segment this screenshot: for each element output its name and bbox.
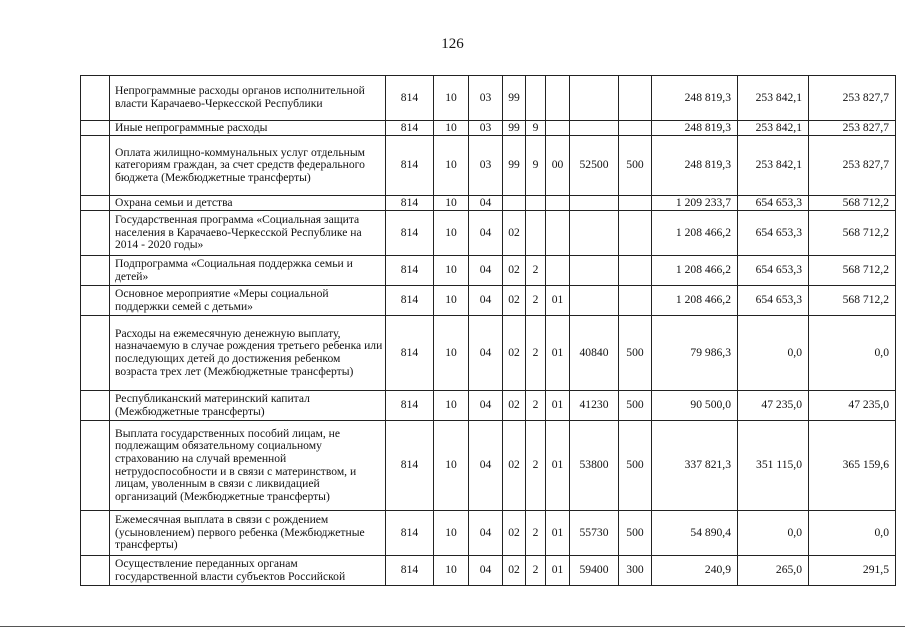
target-program-code: 02 xyxy=(503,511,526,556)
amount-year-1: 1 208 466,2 xyxy=(652,211,738,256)
table-row xyxy=(81,511,896,556)
section-code: 10 xyxy=(434,556,469,586)
table-row xyxy=(81,76,896,121)
target-direction-code xyxy=(570,76,619,121)
ministry-code: 814 xyxy=(386,136,434,196)
blank-margin-cell xyxy=(81,511,110,556)
budget-table xyxy=(80,75,896,586)
subsection-code: 04 xyxy=(469,511,503,556)
amount-year-2: 253 842,1 xyxy=(738,136,809,196)
target-direction-code: 52500 xyxy=(570,136,619,196)
amount-year-1: 1 208 466,2 xyxy=(652,286,738,316)
amount-year-2: 253 842,1 xyxy=(738,121,809,136)
ministry-code: 814 xyxy=(386,121,434,136)
ministry-code: 814 xyxy=(386,556,434,586)
target-subprogram-code: 2 xyxy=(526,391,546,421)
target-program-code xyxy=(503,196,526,211)
amount-year-2: 654 653,3 xyxy=(738,286,809,316)
section-code: 10 xyxy=(434,511,469,556)
amount-year-3: 568 712,2 xyxy=(809,286,896,316)
blank-margin-cell xyxy=(81,391,110,421)
amount-year-2: 654 653,3 xyxy=(738,211,809,256)
target-program-code: 02 xyxy=(503,286,526,316)
target-subprogram-code: 2 xyxy=(526,286,546,316)
subsection-code: 04 xyxy=(469,256,503,286)
target-subprogram-code: 2 xyxy=(526,421,546,511)
target-direction-code xyxy=(570,256,619,286)
ministry-code: 814 xyxy=(386,256,434,286)
row-name: Государственная программа «Социальная защита населения в Карачаево-Черкесской Республике на 2014 - 2020 годы» xyxy=(110,211,386,256)
section-code: 10 xyxy=(434,196,469,211)
blank-margin-cell xyxy=(81,556,110,586)
target-program-code: 02 xyxy=(503,421,526,511)
amount-year-1: 1 209 233,7 xyxy=(652,196,738,211)
target-direction-code xyxy=(570,196,619,211)
amount-year-1: 240,9 xyxy=(652,556,738,586)
ministry-code: 814 xyxy=(386,511,434,556)
target-activity-code xyxy=(546,76,570,121)
ministry-code: 814 xyxy=(386,211,434,256)
target-direction-code xyxy=(570,286,619,316)
subsection-code: 03 xyxy=(469,76,503,121)
target-activity-code: 01 xyxy=(546,421,570,511)
ministry-code: 814 xyxy=(386,196,434,211)
row-name: Иные непрограммные расходы xyxy=(110,121,386,136)
expense-type-code xyxy=(619,211,652,256)
target-activity-code xyxy=(546,121,570,136)
blank-margin-cell xyxy=(81,136,110,196)
section-code: 10 xyxy=(434,391,469,421)
page-bottom-rule xyxy=(0,626,905,627)
expense-type-code: 300 xyxy=(619,556,652,586)
amount-year-3: 568 712,2 xyxy=(809,256,896,286)
row-name: Охрана семьи и детства xyxy=(110,196,386,211)
target-activity-code: 01 xyxy=(546,391,570,421)
amount-year-3: 253 827,7 xyxy=(809,121,896,136)
target-program-code: 02 xyxy=(503,256,526,286)
target-activity-code xyxy=(546,211,570,256)
expense-type-code: 500 xyxy=(619,316,652,391)
row-name: Подпрограмма «Социальная поддержка семьи и детей» xyxy=(110,256,386,286)
subsection-code: 04 xyxy=(469,391,503,421)
target-direction-code: 40840 xyxy=(570,316,619,391)
table-row xyxy=(81,211,896,256)
table-row xyxy=(81,256,896,286)
table-row xyxy=(81,316,896,391)
amount-year-2: 654 653,3 xyxy=(738,196,809,211)
expense-type-code xyxy=(619,256,652,286)
section-code: 10 xyxy=(434,136,469,196)
blank-margin-cell xyxy=(81,121,110,136)
page-number: 126 xyxy=(441,36,464,52)
target-subprogram-code xyxy=(526,196,546,211)
target-program-code: 02 xyxy=(503,391,526,421)
blank-margin-cell xyxy=(81,211,110,256)
target-subprogram-code: 9 xyxy=(526,136,546,196)
row-name: Расходы на ежемесячную денежную выплату, назначаемую в случае рождения третьего ребенка или последующих детей до достижения ребенком возраста трех лет (Межбюджетные трансферты) xyxy=(110,316,386,391)
amount-year-3: 47 235,0 xyxy=(809,391,896,421)
row-name: Оплата жилищно-коммунальных услуг отдельным категориям граждан, за счет средств федерального бюджета (Межбюджетные трансферты) xyxy=(110,136,386,196)
blank-margin-cell xyxy=(81,76,110,121)
amount-year-2: 351 115,0 xyxy=(738,421,809,511)
table-row xyxy=(81,421,896,511)
target-program-code: 02 xyxy=(503,211,526,256)
target-program-code: 99 xyxy=(503,121,526,136)
budget-table-body xyxy=(81,76,896,586)
row-name: Республиканский материнский капитал (Межбюджетные трансферты) xyxy=(110,391,386,421)
target-program-code: 99 xyxy=(503,76,526,121)
section-code: 10 xyxy=(434,421,469,511)
amount-year-1: 90 500,0 xyxy=(652,391,738,421)
section-code: 10 xyxy=(434,121,469,136)
section-code: 10 xyxy=(434,316,469,391)
row-name: Ежемесячная выплата в связи с рождением (усыновлением) первого ребенка (Межбюджетные трансферты) xyxy=(110,511,386,556)
expense-type-code: 500 xyxy=(619,136,652,196)
target-subprogram-code: 2 xyxy=(526,556,546,586)
blank-margin-cell xyxy=(81,256,110,286)
target-program-code: 02 xyxy=(503,556,526,586)
target-activity-code: 01 xyxy=(546,511,570,556)
expense-type-code: 500 xyxy=(619,421,652,511)
target-direction-code: 53800 xyxy=(570,421,619,511)
blank-margin-cell xyxy=(81,421,110,511)
subsection-code: 04 xyxy=(469,211,503,256)
amount-year-1: 79 986,3 xyxy=(652,316,738,391)
row-name: Непрограммные расходы органов исполнительной власти Карачаево-Черкесской Республики xyxy=(110,76,386,121)
amount-year-2: 47 235,0 xyxy=(738,391,809,421)
target-activity-code: 01 xyxy=(546,556,570,586)
table-row xyxy=(81,136,896,196)
expense-type-code xyxy=(619,196,652,211)
amount-year-1: 248 819,3 xyxy=(652,76,738,121)
ministry-code: 814 xyxy=(386,286,434,316)
target-direction-code xyxy=(570,211,619,256)
amount-year-2: 0,0 xyxy=(738,316,809,391)
amount-year-2: 654 653,3 xyxy=(738,256,809,286)
section-code: 10 xyxy=(434,76,469,121)
target-activity-code xyxy=(546,256,570,286)
ministry-code: 814 xyxy=(386,316,434,391)
amount-year-3: 0,0 xyxy=(809,511,896,556)
subsection-code: 03 xyxy=(469,136,503,196)
target-subprogram-code xyxy=(526,76,546,121)
subsection-code: 04 xyxy=(469,421,503,511)
amount-year-2: 265,0 xyxy=(738,556,809,586)
target-program-code: 02 xyxy=(503,316,526,391)
amount-year-3: 291,5 xyxy=(809,556,896,586)
amount-year-3: 568 712,2 xyxy=(809,196,896,211)
target-subprogram-code: 9 xyxy=(526,121,546,136)
amount-year-3: 0,0 xyxy=(809,316,896,391)
target-direction-code: 59400 xyxy=(570,556,619,586)
amount-year-3: 568 712,2 xyxy=(809,211,896,256)
ministry-code: 814 xyxy=(386,391,434,421)
target-activity-code xyxy=(546,196,570,211)
ministry-code: 814 xyxy=(386,421,434,511)
table-row xyxy=(81,556,896,586)
subsection-code: 03 xyxy=(469,121,503,136)
row-name: Основное мероприятие «Меры социальной поддержки семей с детьми» xyxy=(110,286,386,316)
target-program-code: 99 xyxy=(503,136,526,196)
blank-margin-cell xyxy=(81,286,110,316)
amount-year-3: 253 827,7 xyxy=(809,136,896,196)
amount-year-2: 253 842,1 xyxy=(738,76,809,121)
target-subprogram-code: 2 xyxy=(526,511,546,556)
target-subprogram-code: 2 xyxy=(526,316,546,391)
amount-year-3: 365 159,6 xyxy=(809,421,896,511)
target-activity-code: 01 xyxy=(546,286,570,316)
expense-type-code xyxy=(619,286,652,316)
row-name: Выплата государственных пособий лицам, не подлежащим обязательному социальному страхованию на случай временной нетрудоспособности и в связи с материнством, и лицам, уволенным в связи с ликвидацией организаций (Межбюджетные трансферты) xyxy=(110,421,386,511)
table-row xyxy=(81,286,896,316)
expense-type-code: 500 xyxy=(619,391,652,421)
amount-year-1: 1 208 466,2 xyxy=(652,256,738,286)
expense-type-code: 500 xyxy=(619,511,652,556)
expense-type-code xyxy=(619,121,652,136)
section-code: 10 xyxy=(434,286,469,316)
amount-year-3: 253 827,7 xyxy=(809,76,896,121)
target-subprogram-code: 2 xyxy=(526,256,546,286)
section-code: 10 xyxy=(434,211,469,256)
subsection-code: 04 xyxy=(469,196,503,211)
blank-margin-cell xyxy=(81,196,110,211)
table-row xyxy=(81,196,896,211)
subsection-code: 04 xyxy=(469,556,503,586)
subsection-code: 04 xyxy=(469,286,503,316)
section-code: 10 xyxy=(434,256,469,286)
amount-year-1: 248 819,3 xyxy=(652,136,738,196)
amount-year-1: 337 821,3 xyxy=(652,421,738,511)
table-row xyxy=(81,391,896,421)
row-name: Осуществление переданных органам государственной власти субъектов Российской xyxy=(110,556,386,586)
blank-margin-cell xyxy=(81,316,110,391)
table-row xyxy=(81,121,896,136)
target-activity-code: 01 xyxy=(546,316,570,391)
amount-year-1: 54 890,4 xyxy=(652,511,738,556)
amount-year-1: 248 819,3 xyxy=(652,121,738,136)
subsection-code: 04 xyxy=(469,316,503,391)
target-activity-code: 00 xyxy=(546,136,570,196)
ministry-code: 814 xyxy=(386,76,434,121)
expense-type-code xyxy=(619,76,652,121)
target-direction-code xyxy=(570,121,619,136)
target-direction-code: 41230 xyxy=(570,391,619,421)
target-subprogram-code xyxy=(526,211,546,256)
amount-year-2: 0,0 xyxy=(738,511,809,556)
target-direction-code: 55730 xyxy=(570,511,619,556)
